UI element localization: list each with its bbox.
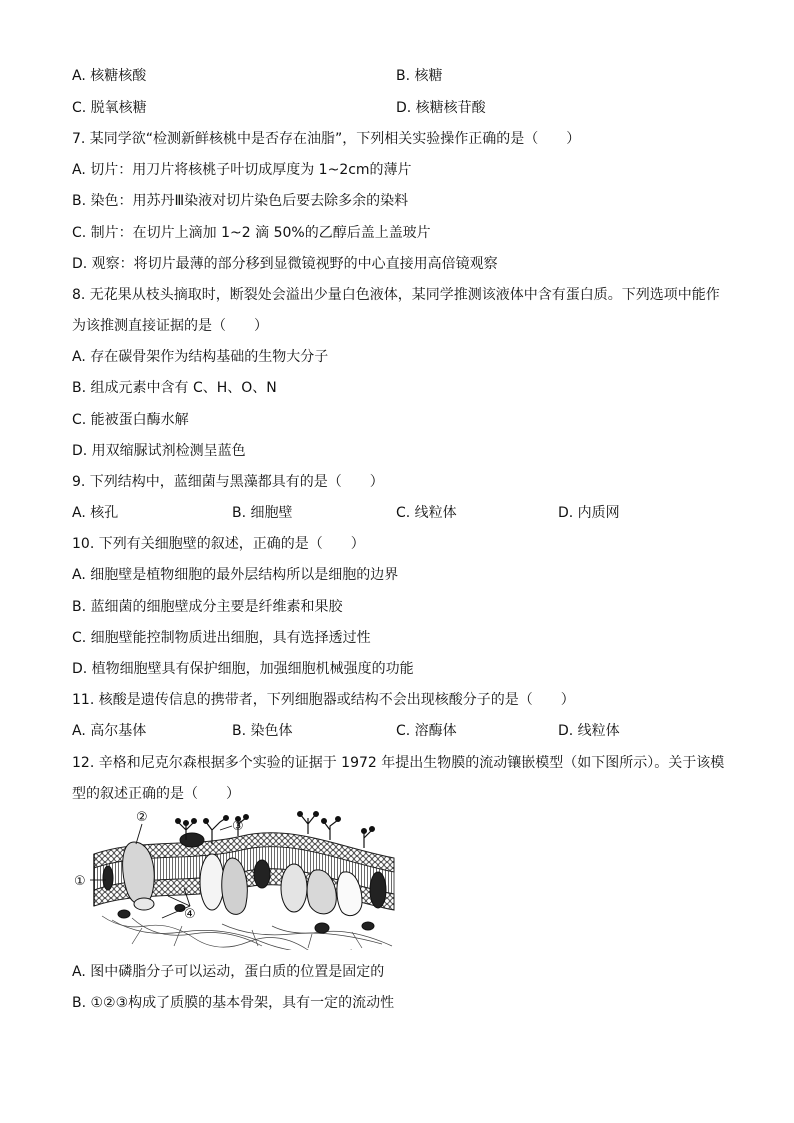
q9-option-a: A. 核孔 bbox=[72, 505, 119, 521]
q6-option-c: C. 脱氧核糖 bbox=[72, 100, 147, 116]
fluid-mosaic-membrane-figure bbox=[72, 808, 402, 950]
q8-stem-line-2: 为该推测直接证据的是（ ） bbox=[72, 318, 268, 334]
q11-stem: 11. 核酸是遗传信息的携带者，下列细胞器或结构不会出现核酸分子的是（ ） bbox=[72, 692, 575, 708]
q7-option-a: A. 切片：用刀片将核桃子叶切成厚度为 1~2cm的薄片 bbox=[72, 162, 412, 178]
q10-option-a: A. 细胞壁是植物细胞的最外层结构所以是细胞的边界 bbox=[72, 567, 399, 583]
fiber-strands bbox=[102, 916, 392, 950]
q11-option-a: A. 高尔基体 bbox=[72, 723, 147, 739]
q6-option-d: D. 核糖核苷酸 bbox=[396, 100, 486, 116]
q11-option-b: B. 染色体 bbox=[232, 723, 293, 739]
label-2: ② bbox=[136, 810, 148, 825]
label-4: ④ bbox=[184, 907, 196, 922]
q10-option-d: D. 植物细胞壁具有保护细胞，加强细胞机械强度的功能 bbox=[72, 661, 414, 677]
q6-option-b: B. 核糖 bbox=[396, 68, 443, 84]
label-3: ③ bbox=[232, 819, 244, 834]
q6-option-a: A. 核糖核酸 bbox=[72, 68, 147, 84]
q8-stem-line-1: 8. 无花果从枝头摘取时，断裂处会溢出少量白色液体，某同学推测该液体中含有蛋白质。下列选项中能作 bbox=[72, 287, 720, 303]
q10-stem: 10. 下列有关细胞壁的叙述，正确的是（ ） bbox=[72, 536, 365, 552]
q11-option-d: D. 线粒体 bbox=[558, 723, 620, 739]
q9-option-d: D. 内质网 bbox=[558, 505, 620, 521]
q12-option-b: B. ①②③构成了质膜的基本骨架，具有一定的流动性 bbox=[72, 995, 395, 1011]
q8-option-d: D. 用双缩脲试剂检测呈蓝色 bbox=[72, 443, 246, 459]
q8-option-c: C. 能被蛋白酶水解 bbox=[72, 412, 189, 428]
label-1: ① bbox=[74, 874, 86, 889]
q7-stem: 7. 某同学欲“检测新鲜核桃中是否存在油脂”，下列相关实验操作正确的是（ ） bbox=[72, 131, 581, 147]
q9-option-b: B. 细胞壁 bbox=[232, 505, 293, 521]
q7-option-b: B. 染色：用苏丹Ⅲ染液对切片染色后要去除多余的染料 bbox=[72, 193, 409, 209]
q9-option-c: C. 线粒体 bbox=[396, 505, 457, 521]
q8-option-b: B. 组成元素中含有 C、H、O、N bbox=[72, 380, 277, 396]
q10-option-b: B. 蓝细菌的细胞壁成分主要是纤维素和果胶 bbox=[72, 599, 343, 615]
q9-stem: 9. 下列结构中，蓝细菌与黑藻都具有的是（ ） bbox=[72, 474, 384, 490]
q7-option-c: C. 制片：在切片上滴加 1~2 滴 50%的乙醇后盖上盖玻片 bbox=[72, 225, 431, 241]
q10-option-c: C. 细胞壁能控制物质进出细胞，具有选择透过性 bbox=[72, 630, 371, 646]
q12-stem-line-1: 12. 辛格和尼克尔森根据多个实验的证据于 1972 年提出生物膜的流动镶嵌模型（如下图所示）。关于该模 bbox=[72, 755, 725, 771]
q11-option-c: C. 溶酶体 bbox=[396, 723, 457, 739]
q8-option-a: A. 存在碳骨架作为结构基础的生物大分子 bbox=[72, 349, 329, 365]
q7-option-d: D. 观察：将切片最薄的部分移到显微镜视野的中心直接用高倍镜观察 bbox=[72, 256, 498, 272]
q12-option-a: A. 图中磷脂分子可以运动，蛋白质的位置是固定的 bbox=[72, 964, 385, 980]
q12-stem-line-2: 型的叙述正确的是（ ） bbox=[72, 786, 240, 802]
